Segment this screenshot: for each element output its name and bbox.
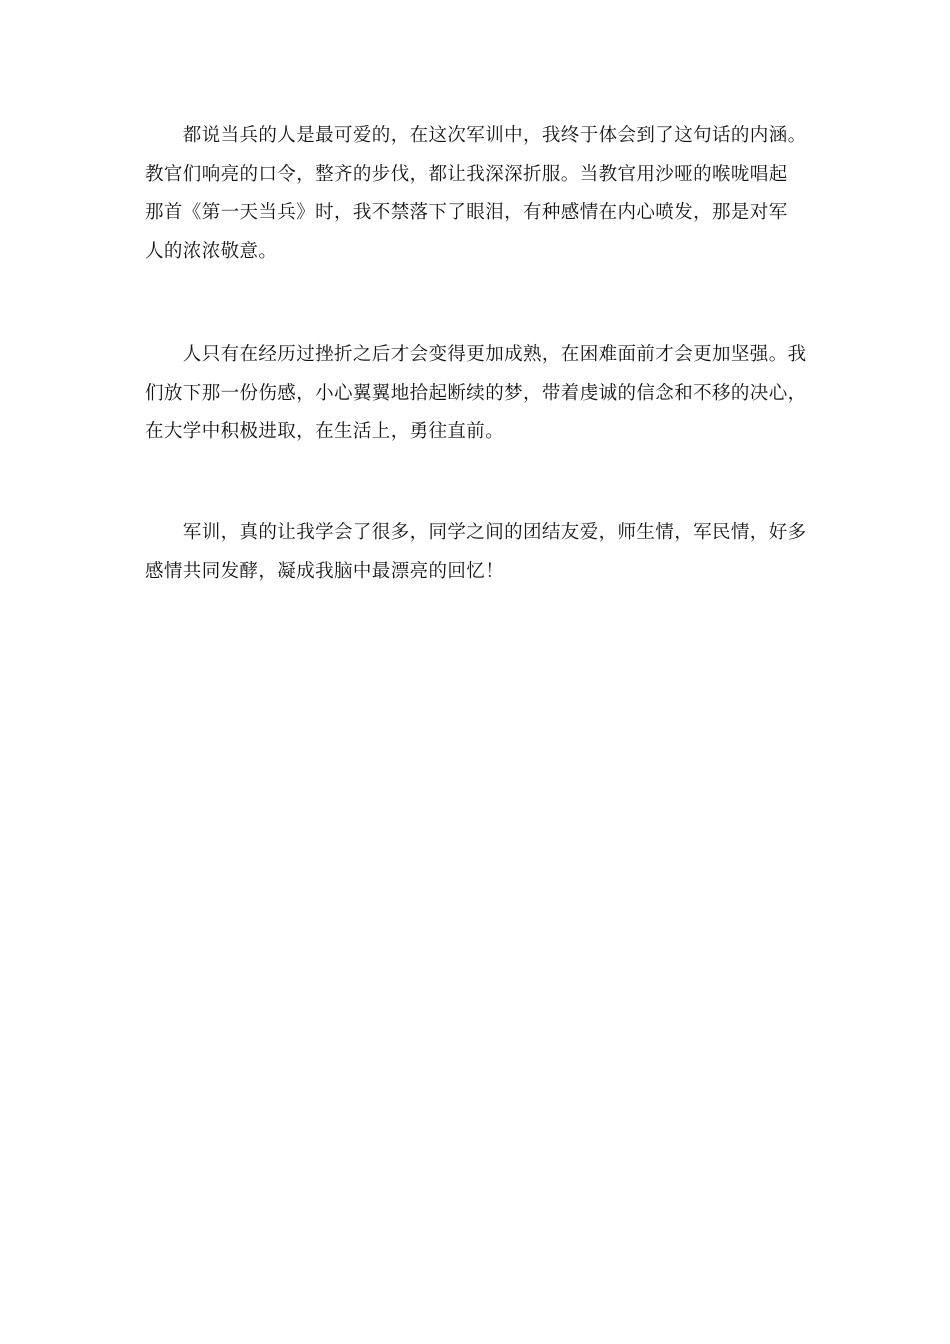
paragraph-line: 感情共同发酵，凝成我脑中最漂亮的回忆！ bbox=[145, 560, 505, 582]
paragraph-line: 人只有在经历过挫折之后才会变得更加成熟，在困难面前才会更加坚强。我 bbox=[145, 344, 807, 365]
paragraph-2 bbox=[145, 336, 807, 452]
paragraph-line: 在大学中积极进取，在生活上，勇往直前。 bbox=[145, 421, 505, 442]
paragraph-line: 都说当兵的人是最可爱的，在这次军训中，我终于体会到了这句话的内涵。 bbox=[145, 125, 807, 146]
paragraph-3 bbox=[145, 514, 807, 591]
paragraph-line: 军训，真的让我学会了很多，同学之间的团结友爱，师生情，军民情，好多 bbox=[145, 522, 807, 543]
paragraph-line: 教官们响亮的口令，整齐的步伐，都让我深深折服。当教官用沙哑的喉咙唱起 bbox=[145, 163, 788, 185]
paragraph-line: 那首《第一天当兵》时，我不禁落下了眼泪，有种感情在内心喷发，那是对军 bbox=[145, 202, 788, 223]
paragraph-1 bbox=[145, 117, 807, 271]
paragraph-line: 人的浓浓敬意。 bbox=[145, 240, 278, 262]
paragraph-line: 们放下那一份伤感，小心翼翼地拾起断续的梦，带着虔诚的信念和不移的决心， bbox=[145, 382, 807, 404]
